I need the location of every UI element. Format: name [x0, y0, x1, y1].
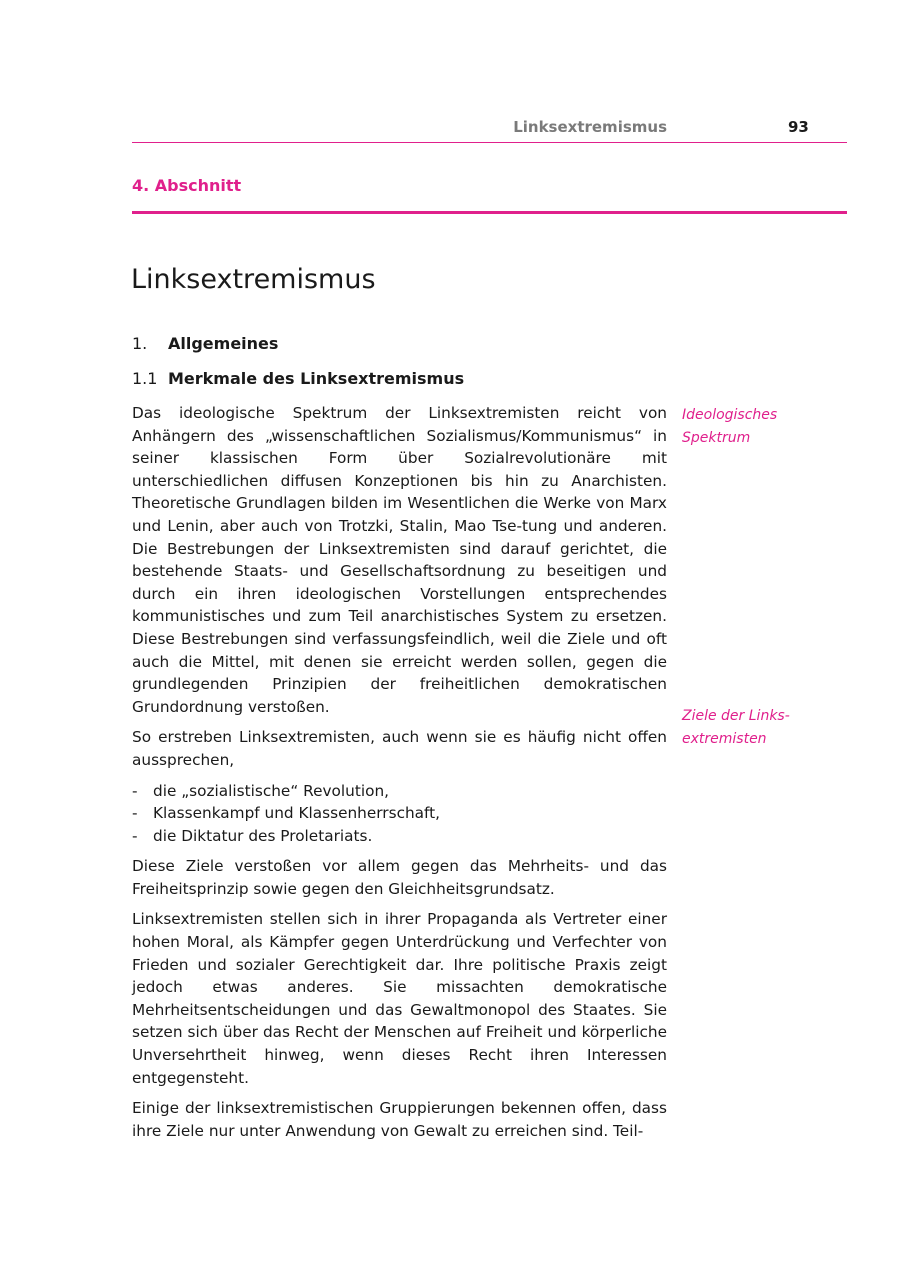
margin-note-text: Ideologisches Spektrum	[682, 407, 778, 446]
running-header	[132, 116, 847, 143]
paragraph: Diese Ziele verstoßen vor allem gegen das Mehrheits- und das Freiheitsprinzip sowie gegen den Gleichheitsgrundsatz.	[132, 857, 667, 898]
heading-merkmale	[132, 369, 464, 388]
margin-note-ziele	[682, 705, 842, 750]
heading-number: 1.1	[132, 369, 158, 388]
paragraph: So erstreben Linksextremisten, auch wenn sie es häufig nicht offen aussprechen,	[132, 728, 667, 769]
page-number: 93	[788, 118, 809, 136]
chapter-title: Linksextremismus	[131, 264, 376, 295]
heading-text: Merkmale des Linksextremismus	[168, 369, 465, 388]
heading-text: Allgemeines	[168, 334, 279, 353]
paragraph: Das ideologische Spektrum der Linksextremisten reicht von Anhängern des „wissenschaftlichen Sozialismus/Kommunismus“ in seiner klassischen Form über Sozialrevolutionäre mit unterschiedlichen diffusen Konzeptionen bis hin zu Anarchisten. Theoretische Grundlagen bilden im Wesentlichen die Werke von Marx und Lenin, aber auch von Trotzki, Stalin, Mao Tse-tung und anderen. Die Bestrebungen der Linksextremisten sind darauf gerichtet, die bestehende Staats- und Gesellschaftsordnung zu beseitigen und durch ein ihren ideologischen Vorstellungen entsprechendes kommunistisches und zum Teil anarchistisches System zu ersetzen. Diese Bestrebungen sind verfassungsfeindlich, weil die Ziele und oft auch die Mittel, mit denen sie erreicht werden sollen, gegen die grundlegenden Prinzipien der freiheitlichen demokratischen Grundordnung verstoßen.	[132, 404, 667, 716]
margin-note-text: Ziele der Links- extremisten	[682, 708, 790, 747]
section-label: 4. Abschnitt	[132, 176, 242, 195]
list-item: - die Diktatur des Proletariats.	[132, 825, 667, 848]
list-item: - Klassenkampf und Klassenherrschaft,	[132, 802, 667, 825]
margin-note-ideologisches-spektrum	[682, 404, 842, 449]
paragraph: Linksextremisten stellen sich in ihrer Propaganda als Vertreter einer hohen Moral, als Kämpfer gegen Unterdrückung und Verfechter von Frieden und sozialer Gerechtigkeit dar. Ihre politische Praxis zeigt jedoch etwas anderes. Sie missachten demokratische Mehrheitsentscheidungen und das Gewaltmonopol des Staates. Sie setzen sich über das Recht der Menschen auf Freiheit und körperliche Unversehrtheit hinweg, wenn dieses Recht ihren Interessen entgegensteht.	[132, 910, 667, 1087]
list-item: - die „sozialistische“ Revolution,	[132, 780, 667, 803]
running-title: Linksextremismus	[513, 118, 667, 136]
paragraph: Einige der linksextremistischen Gruppierungen bekennen offen, dass ihre Ziele nur unter Anwendung von Gewalt zu erreichen sind. Teil-	[132, 1099, 667, 1140]
goals-list	[132, 780, 667, 848]
section-divider	[132, 211, 847, 214]
body-text	[132, 402, 667, 1150]
heading-number: 1.	[132, 334, 148, 353]
heading-allgemeines	[132, 334, 278, 353]
